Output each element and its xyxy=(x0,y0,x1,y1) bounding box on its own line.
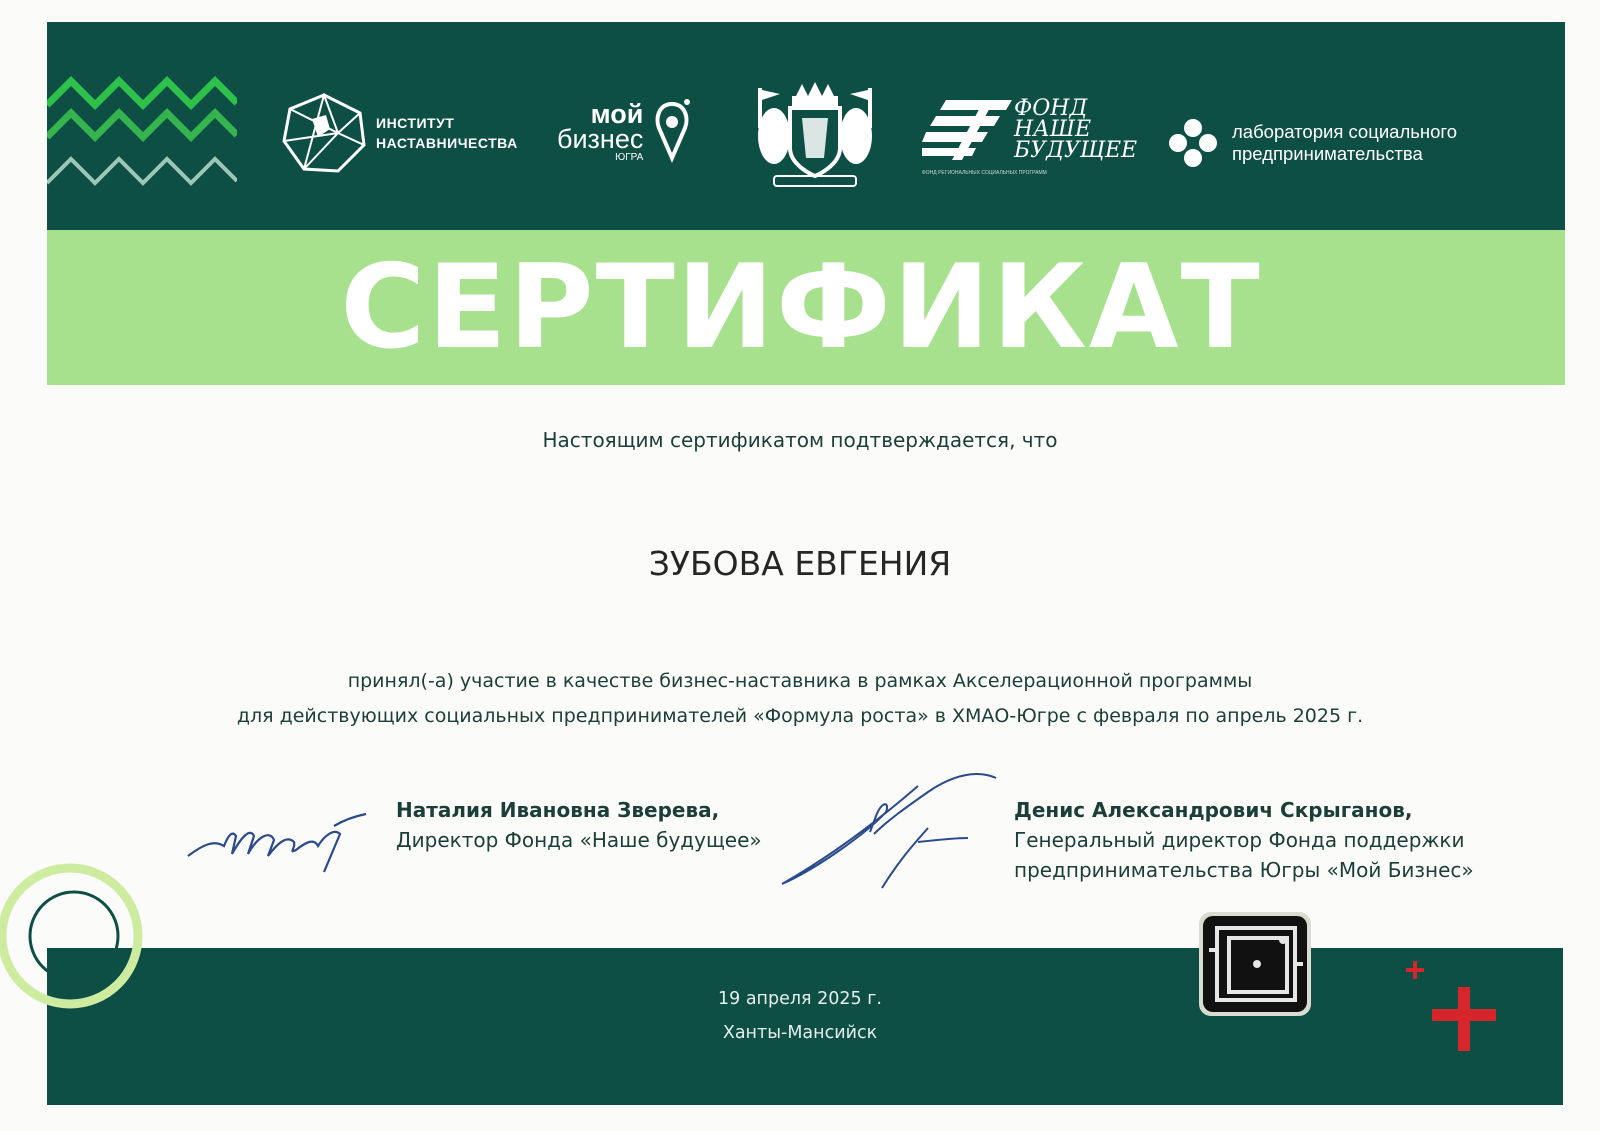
moi-biznes-line1: мой xyxy=(590,99,644,129)
signature-left-icon xyxy=(184,806,370,878)
confirmation-text: Настоящим сертификатом подтверждается, что xyxy=(542,428,1058,452)
footer-city: Ханты-Мансийск xyxy=(722,1023,878,1043)
four-circles-icon xyxy=(1168,118,1218,168)
signer-right xyxy=(1014,795,1474,885)
signer-right-position-line2: предпринимательства Югры «Мой Бизнес» xyxy=(1014,858,1474,882)
fond-logo-subline: ФОНД РЕГИОНАЛЬНЫХ СОЦИАЛЬНЫХ ПРОГРАММ xyxy=(922,170,1047,176)
institute-logo-line1: ИНСТИТУТ xyxy=(376,115,455,131)
signer-left xyxy=(396,795,762,855)
description-line1: принял(-а) участие в качестве бизнес-наставника в рамках Акселерационной программы xyxy=(347,670,1253,692)
lab-logo-line2: предпринимательства xyxy=(1232,143,1423,164)
institute-logo xyxy=(282,93,518,173)
fond-emblem-icon xyxy=(922,96,1012,162)
description-line2: для действующих социальных предпринимателей «Формула роста» в ХМАО-Югре с февраля по апрель 2025 г. xyxy=(236,705,1364,727)
signer-right-name: Денис Александрович Скрыганов, xyxy=(1014,798,1413,822)
lab-social-entrepreneurship-logo xyxy=(1168,118,1457,168)
moi-biznes-line3: ЮГРА xyxy=(615,152,644,163)
polyhedron-icon xyxy=(282,93,366,173)
signer-right-position-line1: Генеральный директор Фонда поддержки xyxy=(1014,828,1465,852)
fond-logo-line3: БУДУЩЕЕ xyxy=(1014,137,1138,163)
location-pin-icon xyxy=(651,98,693,168)
title-band xyxy=(47,230,1565,385)
description xyxy=(0,664,1600,734)
hologram-sticker-icon xyxy=(1197,910,1315,1020)
moi-biznes-logo xyxy=(557,98,693,168)
moi-biznes-line2: бизнес xyxy=(557,124,644,154)
lab-logo-line1: лаборатория социального xyxy=(1232,121,1458,142)
signer-left-position: Директор Фонда «Наше будущее» xyxy=(396,828,762,852)
signer-left-name: Наталия Ивановна Зверева, xyxy=(396,798,720,822)
coat-of-arms-icon xyxy=(752,78,878,190)
signature-right-icon xyxy=(778,772,1000,890)
large-plus-icon xyxy=(1432,987,1496,1051)
recipient-name: ЗУБОВА ЕВГЕНИЯ xyxy=(648,544,952,583)
fond-nashe-budushchee-logo xyxy=(922,95,1138,176)
fond-logo-line2: НАШЕ xyxy=(1014,116,1092,142)
footer-date: 19 апреля 2025 г. xyxy=(717,989,882,1009)
fond-logo-line1: ФОНД xyxy=(1014,95,1088,121)
institute-logo-line2: НАСТАВНИЧЕСТВА xyxy=(376,135,518,151)
small-plus-icon xyxy=(1406,961,1424,979)
certificate-title: СЕРТИФИКАТ xyxy=(340,239,1262,375)
zigzag-decoration-icon xyxy=(47,75,237,195)
